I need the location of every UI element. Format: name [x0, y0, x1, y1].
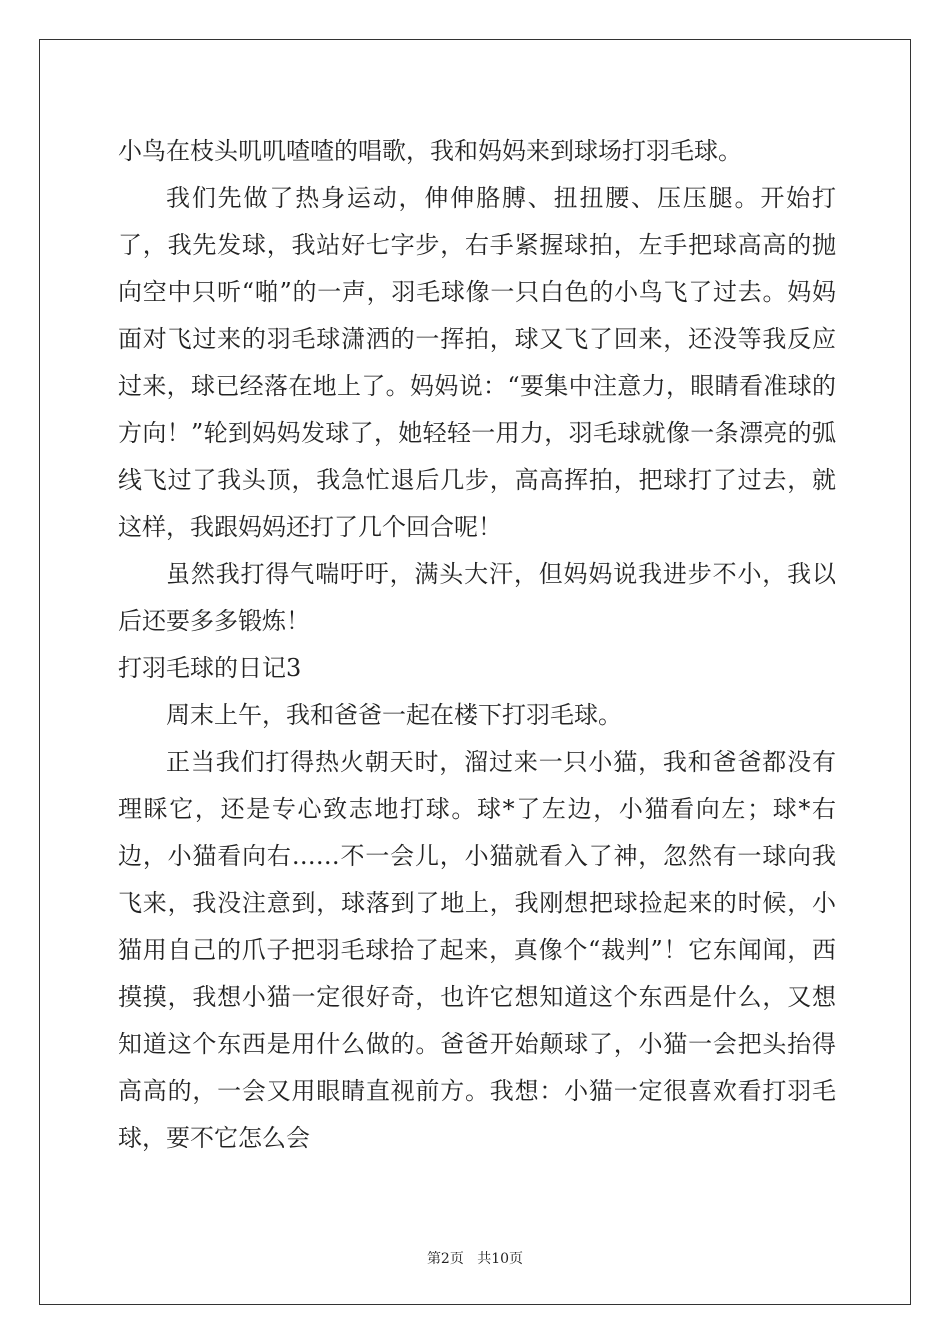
paragraph-3: 虽然我打得气喘吁吁，满头大汗，但妈妈说我进步不小，我以后还要多多锻炼！	[118, 560, 836, 635]
paragraph-4: 周末上午，我和爸爸一起在楼下打羽毛球。	[166, 701, 622, 729]
paragraph-1: 小鸟在枝头叽叽喳喳的唱歌，我和妈妈来到球场打羽毛球。	[118, 137, 742, 165]
paragraph-2: 我们先做了热身运动，伸伸胳膊、扭扭腰、压压腿。开始打了，我先发球，我站好七字步，右手紧握球拍，左手把球高高的抛向空中只听“啪”的一声，羽毛球像一只白色的小鸟飞了过去。妈妈面对飞过来的羽毛球潇洒的一挥拍，球又飞了回来，还没等我反应过来，球已经落在地上了。妈妈说：“要集中注意力，眼睛看准球的方向！”轮到妈妈发球了，她轻轻一用力，羽毛球就像一条漂亮的弧线飞过了我头顶，我急忙退后几步，高高挥拍，把球打了过去，就这样，我跟妈妈还打了几个回合呢！	[118, 184, 836, 541]
paragraph-5: 正当我们打得热火朝天时，溜过来一只小猫，我和爸爸都没有理睬它，还是专心致志地打球。球*了左边，小猫看向左；球*右边，小猫看向右……不一会儿，小猫就看入了神，忽然有一球向我飞来，我没注意到，球落到了地上，我刚想把球捡起来的时候，小猫用自己的爪子把羽毛球拾了起来，真像个“裁判”！它东闻闻，西摸摸，我想小猫一定很好奇，也许它想知道这个东西是什么，又想知道这个东西是用什么做的。爸爸开始颠球了，小猫一会把头抬得高高的，一会又用眼睛直视前方。我想：小猫一定很喜欢看打羽毛球，要不它怎么会	[118, 748, 836, 1152]
section-heading: 打羽毛球的日记3	[118, 654, 302, 682]
page-total: 共10页	[477, 1251, 524, 1267]
page-footer	[0, 1248, 950, 1268]
page-number: 第2页	[426, 1251, 464, 1267]
document-body	[118, 128, 836, 1162]
